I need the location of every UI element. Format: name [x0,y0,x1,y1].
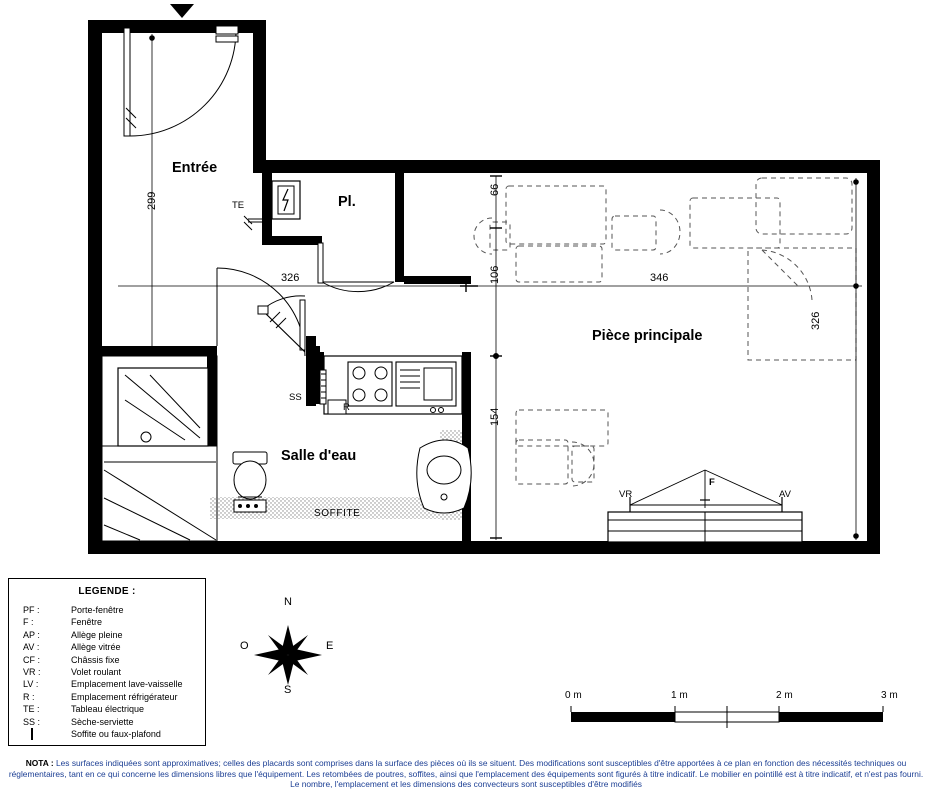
legend-item [15,691,199,703]
toilet-fixture [233,452,267,512]
dimension-lines [118,34,862,540]
legend-value: Soffite ou faux-plafond [71,729,161,740]
nota-block [8,758,924,790]
annotation-soffite: SOFFITE [314,508,361,519]
dimension-326-right: 326 [810,311,822,330]
dimension-299: 299 [146,191,158,210]
annotation-r: R [343,402,350,413]
legend-key: R : [23,691,35,702]
compass-east-label: E [326,640,334,652]
shower-fixture [118,368,208,446]
legend-value: Emplacement lave-vaisselle [71,679,183,690]
room-label-entree: Entrée [172,160,218,176]
annotation-te: TE [232,200,245,211]
compass-west-label: O [240,640,249,652]
legend-value: Fenêtre [71,617,103,628]
legend-box [8,578,206,746]
scale-labels [565,690,910,740]
legend-value: Sèche-serviette [71,716,134,727]
legend-item [15,678,199,690]
scale-tick-3: 3 m [881,690,898,701]
legend-key: PF : [23,605,40,615]
legend-rows [9,604,205,740]
legend-key: AP : [23,629,40,640]
legend-key: VR : [23,667,41,678]
room-label-piece-principale: Pièce principale [592,328,703,344]
legend-key: TE : [23,704,40,715]
legend-item [15,703,199,715]
nota-text: Les surfaces indiquées sont approximatives; celles des placards sont comprises dans la surface des pièces où ils se situent. Des modifications sont susceptibles d'être apportées à ce plan en fonction des nécessités techniques ou réglementaires, tant en ce qui concerne les dimensions libres que l'équipement. Les retombées de poutres, soffites, ainsi que l'emplacement des équipements sont figurés à titre indicatif. Le mobilier en pointillé est à titre indicatif, et n'est pas fourni. Le nombre, l'emplacement et les dimensions des convecteurs sont susceptibles d'être modifiés [8,758,924,790]
legend-value: Tableau électrique [71,704,145,715]
legend-item-soffite [15,728,199,740]
annotation-vr: VR [619,489,633,500]
wardrobe-hatch [104,462,216,540]
placard-doors [318,243,394,292]
legend-item [15,629,199,641]
legend-item [15,716,199,728]
room-label-placard: Pl. [338,194,356,210]
scale-tick-2: 2 m [776,690,793,701]
legend-value: Châssis fixe [71,654,120,665]
legend-value: Volet roulant [71,667,122,678]
annotation-ss: SS [289,392,302,403]
nota-label: NOTA : [25,758,54,768]
legend-value: Allège vitrée [71,642,121,653]
legend-key: F : [23,617,34,628]
legend-key: AV : [23,642,40,653]
room-label-salle-deau: Salle d'eau [281,448,357,464]
legend-item [15,604,199,616]
legend-item [15,654,199,666]
legend-item [15,616,199,628]
walls [88,20,880,554]
annotation-av: AV [779,489,791,500]
window-french-door [608,470,802,542]
dimension-154: 154 [489,407,501,426]
legend-key: LV : [23,679,39,690]
legend-title: LEGENDE : [78,586,136,597]
entrance-door [124,26,238,136]
compass [238,596,348,710]
dimension-346: 346 [650,272,669,284]
legend-key: SS : [23,716,41,727]
entrance-arrow-icon [170,4,194,18]
dimension-106: 106 [489,265,501,284]
legend-item [15,641,199,653]
dimension-326-top: 326 [281,272,300,284]
legend-value: Porte-fenêtre [71,605,124,615]
kitchen-counter [320,356,462,414]
legend-item [15,666,199,678]
compass-south-label: S [284,684,292,696]
legend-key: CF : [23,654,40,665]
scale-tick-0: 0 m [565,690,582,701]
legend-value: Emplacement réfrigérateur [71,691,178,702]
compass-north-label: N [284,596,292,608]
legend-swatch-hatch [15,728,71,740]
scale-tick-1: 1 m [671,690,688,701]
legend-value: Allège pleine [71,629,123,640]
annotation-f: F [709,477,715,488]
dimension-66: 66 [489,183,501,196]
washbasin-fixture [417,440,471,513]
